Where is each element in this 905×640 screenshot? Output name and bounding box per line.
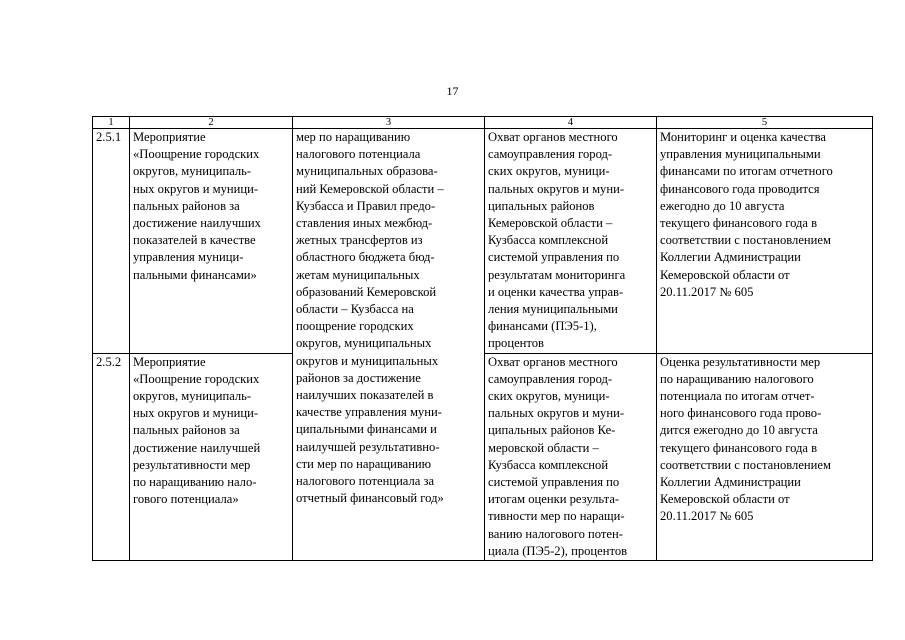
- text-line: Коллегии Администрации: [660, 475, 801, 490]
- text-line: Оценка результативности мер: [660, 354, 821, 369]
- text-line: процентов: [488, 336, 544, 351]
- text-line: «Поощрение городских: [133, 147, 260, 162]
- text-line: по наращиванию налогового: [660, 371, 814, 386]
- text-line: ний Кемеровской области –: [296, 181, 444, 196]
- text-line: самоуправления город-: [488, 371, 613, 386]
- text-line: муниципальных образова-: [296, 164, 438, 179]
- text-line: результатам мониторинга: [488, 267, 626, 282]
- text-line: Мероприятие: [133, 354, 206, 369]
- text-line: налогового потенциала: [296, 147, 421, 162]
- text-line: системой управления по: [488, 475, 620, 490]
- text-line: 20.11.2017 № 605: [660, 509, 754, 524]
- text-line: меровской области –: [488, 440, 599, 455]
- text-line: ления муниципальными: [488, 302, 618, 317]
- text-line: налогового потенциала за: [296, 474, 435, 489]
- text-line: Кемеровской области –: [488, 216, 613, 231]
- text-line: по наращиванию нало-: [133, 475, 257, 490]
- text-line: сти мер по наращиванию: [296, 456, 432, 471]
- event-name-cell: [130, 353, 293, 560]
- text-line: Кузбасса комплексной: [488, 457, 609, 472]
- table-row: [93, 129, 873, 354]
- column-number: 2: [130, 117, 293, 129]
- text-line: ных округов и муници-: [133, 406, 259, 421]
- text-line: дится ежегодно до 10 августа: [660, 423, 818, 438]
- text-line: Кузбасса и Правил предо-: [296, 198, 436, 213]
- indicator-cell: [485, 353, 657, 560]
- text-line: пальными финансами»: [133, 267, 257, 282]
- text-line: образований Кемеровской: [296, 284, 437, 299]
- text-line: районов за достижение: [296, 370, 421, 385]
- text-line: системой управления по: [488, 250, 620, 265]
- text-line: ставления иных межбюд-: [296, 216, 433, 231]
- text-line: Кузбасса комплексной: [488, 233, 609, 248]
- text-line: текущего финансового года в: [660, 440, 818, 455]
- column-number: 3: [293, 117, 485, 129]
- text-line: Мониторинг и оценка качества: [660, 130, 827, 144]
- text-line: ванию налогового потен-: [488, 526, 623, 541]
- text-line: соответствии с постановлением: [660, 233, 831, 248]
- text-line: гового потенциала»: [133, 492, 239, 507]
- text-line: управления муници-: [133, 250, 244, 265]
- text-line: финансами (ПЭ5-1),: [488, 319, 597, 334]
- text-line: округов, муниципальных: [296, 336, 432, 351]
- text-line: финансового года проводится: [660, 181, 820, 196]
- text-line: Коллегии Администрации: [660, 250, 801, 265]
- event-name-cell: [130, 129, 293, 354]
- text-line: округов, муниципаль-: [133, 164, 252, 179]
- text-line: пальных округов и муни-: [488, 181, 625, 196]
- text-line: итогам оценки результа-: [488, 492, 620, 507]
- text-line: Мероприятие: [133, 130, 206, 144]
- indicator-cell: [485, 129, 657, 354]
- text-line: поощрение городских: [296, 319, 414, 334]
- text-line: результативности мер: [133, 457, 251, 472]
- info-cell: [657, 353, 873, 560]
- column-number: 1: [93, 117, 130, 129]
- text-line: пальных округов и муни-: [488, 406, 625, 421]
- text-line: наилучшей результативно-: [296, 439, 440, 454]
- row-number: [93, 353, 130, 560]
- text-line: текущего финансового года в: [660, 216, 818, 231]
- column-number: 4: [485, 117, 657, 129]
- text-line: округов и муниципальных: [296, 353, 439, 368]
- text-line: соответствии с постановлением: [660, 457, 831, 472]
- text-line: округов, муниципаль-: [133, 389, 252, 404]
- text-line: ежегодно до 10 августа: [660, 198, 785, 213]
- text-line: мер по наращиванию: [296, 130, 411, 144]
- text-line: ципальных районов: [488, 198, 595, 213]
- text-line: циала (ПЭ5-2), процентов: [488, 543, 628, 558]
- text-line: тивности мер по наращи-: [488, 509, 625, 524]
- text-line: жетам муниципальных: [296, 267, 420, 282]
- measures-table: [92, 116, 873, 561]
- text-line: качестве управления муни-: [296, 405, 442, 420]
- text-line: ципальных районов Ке-: [488, 423, 616, 438]
- column-number: 5: [657, 117, 873, 129]
- text-line: ских округов, муници-: [488, 164, 610, 179]
- text-line: области – Кузбасса на: [296, 302, 414, 317]
- text-line: ских округов, муници-: [488, 389, 610, 404]
- text-line: Кемеровской области от: [660, 267, 790, 282]
- shared-description-cell: [293, 129, 485, 561]
- text-line: отчетный финансовый год»: [296, 491, 444, 506]
- text-line: показателей в качестве: [133, 233, 256, 248]
- text-line: 20.11.2017 № 605: [660, 284, 754, 299]
- row-number-text: 2.5.1: [96, 130, 122, 144]
- text-line: финансами по итогам отчетного: [660, 164, 833, 179]
- text-line: Охват органов местного: [488, 130, 618, 144]
- text-line: ных округов и муници-: [133, 181, 259, 196]
- text-line: жетных трансфертов из: [296, 233, 423, 248]
- text-line: ного финансового года прово-: [660, 406, 822, 421]
- text-line: «Поощрение городских: [133, 371, 260, 386]
- text-line: достижение наилучшей: [133, 440, 261, 455]
- text-line: достижение наилучших: [133, 216, 261, 231]
- text-line: Кемеровской области от: [660, 492, 790, 507]
- column-number-row: [93, 117, 873, 129]
- text-line: наилучших показателей в: [296, 388, 434, 403]
- text-line: самоуправления город-: [488, 147, 613, 162]
- row-number: [93, 129, 130, 354]
- text-line: управления муниципальными: [660, 147, 821, 162]
- text-line: пальных районов за: [133, 423, 240, 438]
- text-line: потенциала по итогам отчет-: [660, 389, 815, 404]
- text-line: и оценки качества управ-: [488, 284, 624, 299]
- text-line: областного бюджета бюд-: [296, 250, 435, 265]
- page-number: 17: [446, 84, 459, 98]
- row-number-text: 2.5.2: [96, 354, 122, 369]
- text-line: Охват органов местного: [488, 354, 618, 369]
- info-cell: [657, 129, 873, 354]
- text-line: ципальными финансами и: [296, 422, 437, 437]
- text-line: пальных районов за: [133, 198, 240, 213]
